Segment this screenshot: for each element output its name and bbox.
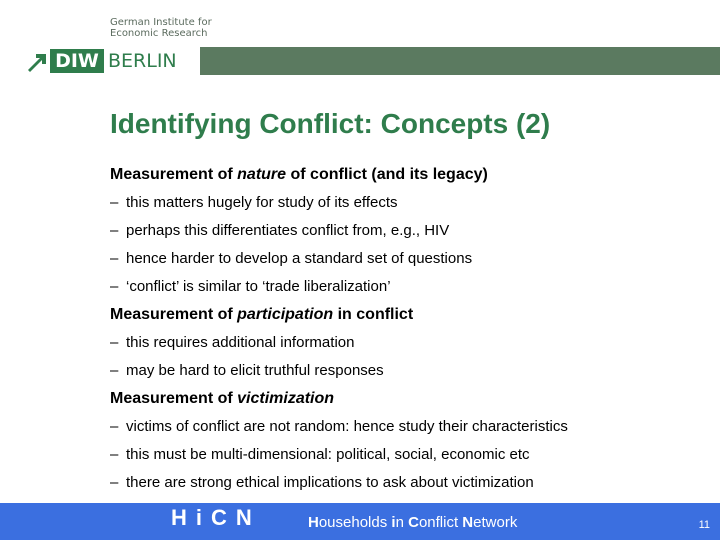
heading-emphasis: nature — [237, 166, 287, 183]
network-name — [308, 514, 517, 531]
bullet-item — [110, 248, 710, 269]
footer-bar — [0, 503, 720, 540]
network-initial: i — [391, 514, 396, 531]
hicn-letter: H — [171, 505, 188, 530]
network-initial: N — [462, 514, 474, 531]
slide-content — [110, 164, 710, 500]
heading-suffix: in conflict — [333, 306, 414, 323]
heading-prefix: Measurement of — [110, 166, 238, 183]
bullet-item — [110, 360, 710, 381]
bullet-item — [110, 472, 710, 493]
hicn-letter: i — [195, 505, 204, 530]
diw-arrow-logo-icon — [26, 50, 50, 72]
bullet-item — [110, 444, 710, 465]
bullet-dash: – — [110, 362, 119, 379]
section-heading — [110, 304, 710, 326]
bullet-item — [110, 220, 710, 241]
bullet-dash: – — [110, 418, 119, 435]
heading-emphasis: victimization — [237, 390, 335, 407]
hicn-acronym — [171, 505, 261, 531]
network-word-rest: n — [395, 514, 409, 531]
heading-prefix: Measurement of — [110, 390, 238, 407]
bullet-item — [110, 416, 710, 437]
bullet-text: may be hard to elicit truthful responses — [126, 362, 384, 379]
institute-line-2: Economic Research — [110, 28, 208, 39]
section-heading — [110, 164, 710, 186]
network-initial: H — [308, 514, 319, 531]
heading-prefix: Measurement of — [110, 306, 238, 323]
hicn-letter: N — [235, 505, 253, 530]
network-word-rest: onflict — [418, 514, 463, 531]
bullet-dash: – — [110, 250, 119, 267]
bullet-item — [110, 192, 710, 213]
bullet-text: hence harder to develop a standard set of questions — [126, 250, 473, 267]
heading-emphasis: participation — [237, 306, 334, 323]
bullet-text: this must be multi-dimensional: political, social, economic etc — [126, 446, 530, 463]
bullet-text: there are strong ethical implications to ask about victimization — [126, 474, 534, 491]
bullet-text: this requires additional information — [126, 334, 355, 351]
bullet-dash: – — [110, 194, 119, 211]
diw-logo-text: DIW — [50, 49, 104, 73]
bullet-text: this matters hugely for study of its effects — [126, 194, 398, 211]
bullet-item — [110, 332, 710, 353]
network-word-rest: etwork — [473, 514, 518, 531]
bullet-dash: – — [110, 222, 119, 239]
berlin-logo-text: BERLIN — [108, 50, 177, 72]
bullet-item — [110, 276, 710, 297]
heading-suffix: of conflict (and its legacy) — [286, 166, 488, 183]
institute-line-1: German Institute for — [110, 17, 212, 28]
network-initial: C — [408, 514, 419, 531]
bullet-text: victims of conflict are not random: hence study their characteristics — [126, 418, 568, 435]
slide-title: Identifying Conflict: Concepts (2) — [110, 108, 551, 139]
institute-name — [110, 17, 212, 39]
bullet-text: ‘conflict’ is similar to ‘trade liberalization’ — [126, 278, 391, 295]
network-word-rest: ouseholds — [318, 514, 392, 531]
bullet-dash: – — [110, 334, 119, 351]
bullet-text: perhaps this differentiates conflict from, e.g., HIV — [126, 222, 450, 239]
bullet-dash: – — [110, 474, 119, 491]
section-heading — [110, 388, 710, 410]
hicn-letter: C — [211, 505, 228, 530]
bullet-dash: – — [110, 446, 119, 463]
bullet-dash: – — [110, 278, 119, 295]
page-number: 11 — [698, 519, 710, 531]
